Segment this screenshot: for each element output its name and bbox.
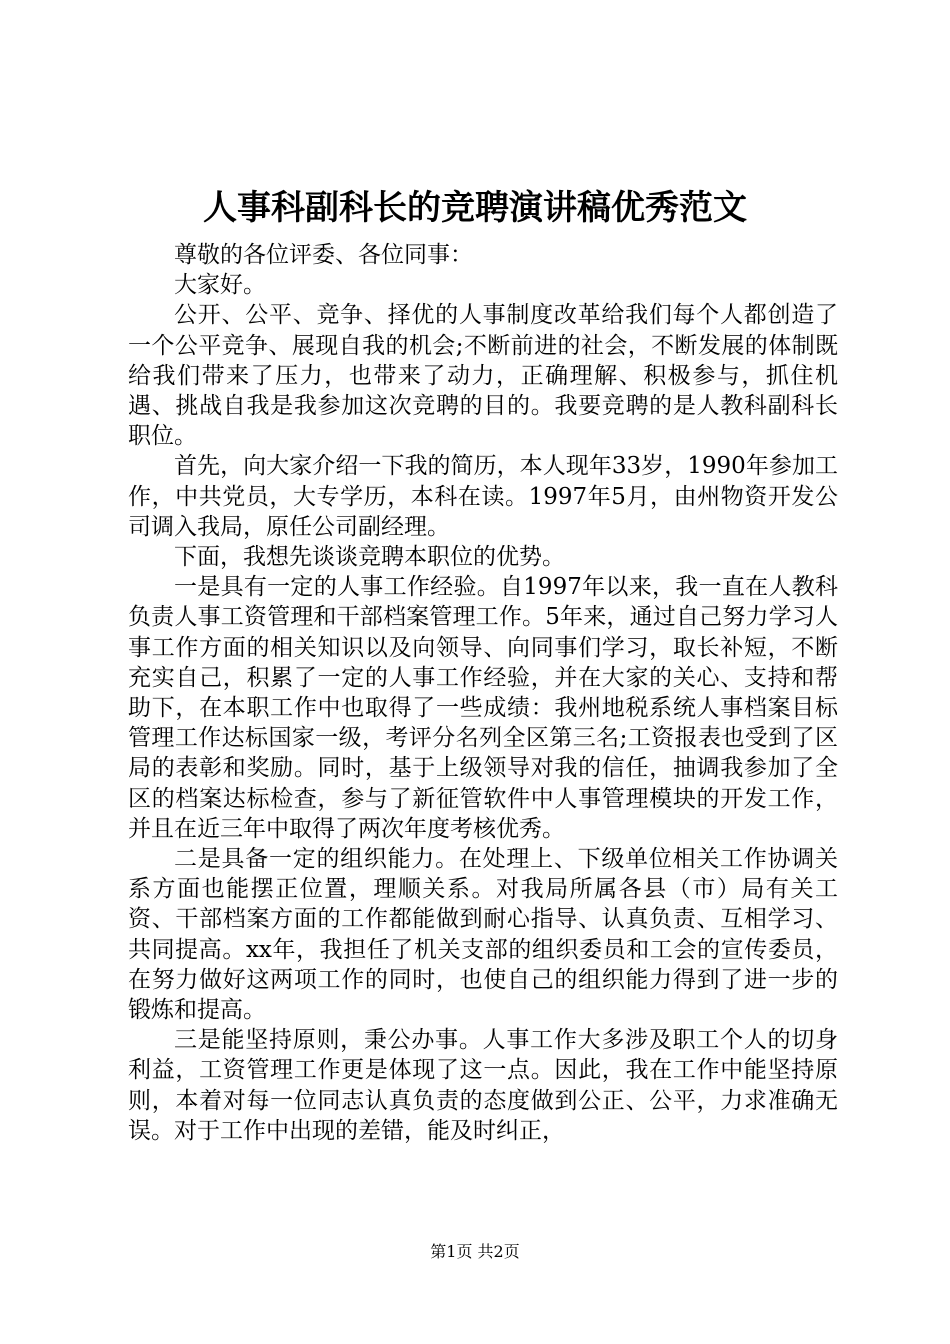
paragraph-introduction: 公开、公平、竞争、择优的人事制度改革给我们每个人都创造了一个公平竞争、展现自我的机会;不断前进的社会，不断发展的体制既给我们带来了压力，也带来了动力，正确理解、积极参与，抓住机遇、挑战自我是我参加这次竞聘的目的。我要竞聘的是人教科副科长职位。 [128, 302, 838, 450]
page-number-footer: 第1页 共2页 [430, 1242, 520, 1261]
document-body [128, 240, 838, 1146]
paragraph-resume: 首先，向大家介绍一下我的简历，本人现年33岁，1990年参加工作，中共党员，大专学历，本科在读。1997年5月，由州物资开发公司调入我局，原任公司副经理。 [128, 453, 838, 540]
paragraph-salutation: 尊敬的各位评委、各位同事： [174, 242, 473, 268]
paragraph-greeting: 大家好。 [174, 272, 266, 299]
document-title: 人事科副科长的竞聘演讲稿优秀范文 [203, 188, 747, 228]
paragraph-advantage-experience: 一是具有一定的人事工作经验。自1997年以来，我一直在人教科负责人事工资管理和干部档案管理工作。5年来，通过自己努力学习人事工作方面的相关知识以及向领导、向同事们学习，取长补短，不断充实自己，积累了一定的人事工作经验，并在大家的关心、支持和帮助下，在本职工作中也取得了一些成绩：我州地税系统人事档案目标管理工作达标国家一级，考评分名列全区第三名;工资报表也受到了区局的表彰和奖励。同时，基于上级领导对我的信任，抽调我参加了全区的档案达标检查，参与了新征管软件中人事管理模块的开发工作，并且在近三年中取得了两次年度考核优秀。 [128, 574, 838, 842]
paragraph-advantage-principle: 三是能坚持原则，秉公办事。人事工作大多涉及职工个人的切身利益，工资管理工作更是体现了这一点。因此，我在工作中能坚持原则，本着对每一位同志认真负责的态度做到公正、公平，力求准确无误。对于工作中出现的差错，能及时纠正， [128, 1027, 838, 1144]
paragraph-advantages-intro: 下面，我想先谈谈竞聘本职位的优势。 [174, 544, 565, 571]
paragraph-advantage-organization: 二是具备一定的组织能力。在处理上、下级单位相关工作协调关系方面也能摆正位置，理顺关系。对我局所属各县（市）局有关工资、干部档案方面的工作都能做到耐心指导、认真负责、互相学习、共同提高。xx年，我担任了机关支部的组织委员和工会的宣传委员，在努力做好这两项工作的同时，也使自己的组织能力得到了进一步的锻炼和提高。 [128, 846, 838, 1024]
